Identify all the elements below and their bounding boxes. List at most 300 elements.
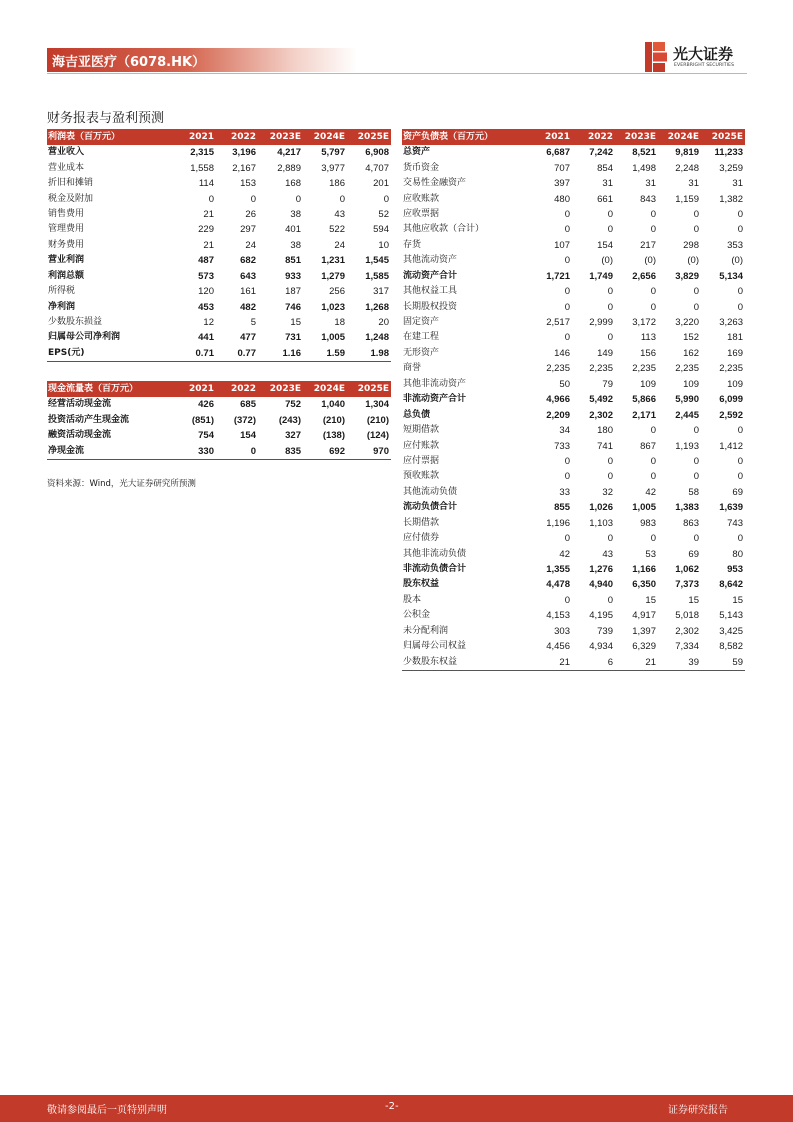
table-row xyxy=(402,639,745,654)
value-cell: 201 xyxy=(373,178,389,190)
value-cell: 107 xyxy=(554,239,570,251)
value-cell: 692 xyxy=(303,443,347,459)
value-cell: 0.77 xyxy=(216,346,258,362)
value-cell: 2,889 xyxy=(277,162,301,174)
value-cell: 0 xyxy=(607,224,613,236)
row-label: 非流动资产合计 xyxy=(403,394,467,405)
row-label: 所得税 xyxy=(48,286,76,297)
row-label: 净现金流 xyxy=(47,443,174,459)
value-cell: 0 xyxy=(607,594,613,606)
value-cell: 0 xyxy=(650,471,656,483)
value-cell: 3,220 xyxy=(675,317,699,329)
value-cell: 161 xyxy=(240,286,256,298)
value-cell: 843 xyxy=(640,193,656,205)
value-cell: 2,315 xyxy=(190,147,214,159)
table-row xyxy=(402,608,745,623)
row-label: 少数股东损益 xyxy=(48,317,103,328)
value-cell: 186 xyxy=(329,178,345,190)
value-cell: 2,517 xyxy=(546,317,570,329)
value-cell: 3,263 xyxy=(719,317,743,329)
value-cell: 1,276 xyxy=(589,564,613,576)
table-row xyxy=(47,330,391,345)
value-cell: 1,545 xyxy=(365,255,389,267)
row-label: 折旧和摊销 xyxy=(48,178,94,189)
balance-sheet-header xyxy=(402,129,745,145)
value-cell: 120 xyxy=(198,286,214,298)
value-cell: 1,558 xyxy=(190,162,214,174)
value-cell: 0 xyxy=(208,193,214,205)
value-cell: 4,478 xyxy=(546,579,570,591)
table-row xyxy=(47,315,391,330)
cashflow-statement-body xyxy=(47,397,391,459)
value-cell: 1,193 xyxy=(675,440,699,452)
row-label: 其他非流动负债 xyxy=(403,548,467,559)
value-cell: 12 xyxy=(203,317,214,329)
value-cell: 168 xyxy=(285,178,301,190)
value-cell: 1,103 xyxy=(589,517,613,529)
value-cell: 5,866 xyxy=(632,394,656,406)
row-label: 总资产 xyxy=(403,147,431,158)
value-cell: 983 xyxy=(640,517,656,529)
value-cell: 6,350 xyxy=(632,579,656,591)
value-cell: 21 xyxy=(203,208,214,220)
value-cell: 0 xyxy=(607,332,613,344)
value-cell: 1,040 xyxy=(321,399,345,411)
value-cell: 1,166 xyxy=(632,564,656,576)
row-label: 归属母公司权益 xyxy=(403,641,467,652)
value-cell: 1,585 xyxy=(365,270,389,282)
row-label: 其他流动资产 xyxy=(403,255,458,266)
table-row xyxy=(402,577,745,592)
row-label: 交易性金融资产 xyxy=(403,178,467,189)
value-cell: 2,235 xyxy=(546,363,570,375)
value-cell: 21 xyxy=(529,654,572,670)
value-cell: 743 xyxy=(727,517,743,529)
value-cell: (372) xyxy=(233,414,256,426)
value-cell: 3,172 xyxy=(632,317,656,329)
value-cell: 113 xyxy=(640,332,656,344)
value-cell: 1,062 xyxy=(675,564,699,576)
table-row xyxy=(47,222,391,237)
value-cell: 5,797 xyxy=(321,147,345,159)
table-row xyxy=(402,562,745,577)
value-cell: (210) xyxy=(366,414,389,426)
year-header-cell: 2023E xyxy=(258,381,303,397)
value-cell: 1,304 xyxy=(365,399,389,411)
table-row xyxy=(402,500,745,515)
table-header-row xyxy=(47,129,391,145)
row-label: 应付债券 xyxy=(403,533,440,544)
value-cell: 0 xyxy=(564,224,570,236)
value-cell: 0 xyxy=(607,533,613,545)
value-cell: 739 xyxy=(597,625,613,637)
table-row xyxy=(402,593,745,608)
table-row xyxy=(402,191,745,206)
value-cell: 317 xyxy=(373,286,389,298)
income-statement-body xyxy=(47,145,391,362)
row-label: 货币资金 xyxy=(403,162,440,173)
row-label: 固定资产 xyxy=(403,317,440,328)
value-cell: 15 xyxy=(732,594,743,606)
row-label: 少数股东权益 xyxy=(402,654,529,670)
value-cell: (210) xyxy=(322,414,345,426)
value-cell: 0 xyxy=(607,286,613,298)
value-cell: 154 xyxy=(597,239,613,251)
value-cell: 10 xyxy=(378,239,389,251)
value-cell: 0 xyxy=(650,533,656,545)
value-cell: 594 xyxy=(373,224,389,236)
value-cell: 3,977 xyxy=(321,162,345,174)
value-cell: (0) xyxy=(644,255,656,267)
table-row xyxy=(402,654,745,670)
cashflow-statement-table xyxy=(47,381,391,460)
value-cell: 0 xyxy=(737,533,743,545)
value-cell: 0 xyxy=(693,208,699,220)
value-cell: 5,143 xyxy=(719,610,743,622)
value-cell: 15 xyxy=(290,317,301,329)
year-header-cell: 2024E xyxy=(303,129,347,145)
value-cell: 1,639 xyxy=(719,502,743,514)
value-cell: 2,235 xyxy=(675,363,699,375)
row-label: 无形资产 xyxy=(403,347,440,358)
section-title: 财务报表与盈利预测 xyxy=(47,111,165,126)
income-statement-header xyxy=(47,129,391,145)
value-cell: 69 xyxy=(688,548,699,560)
value-cell: 0 xyxy=(650,425,656,437)
value-cell: 0 xyxy=(216,443,258,459)
row-label: 在建工程 xyxy=(403,332,440,343)
table-row xyxy=(402,330,745,345)
value-cell: 0 xyxy=(650,208,656,220)
value-cell: 482 xyxy=(240,301,256,313)
value-cell: 733 xyxy=(554,440,570,452)
value-cell: 33 xyxy=(559,486,570,498)
table-row xyxy=(402,469,745,484)
value-cell: 0 xyxy=(564,255,570,267)
row-label: 长期借款 xyxy=(403,517,440,528)
row-label: 应收票据 xyxy=(403,208,440,219)
value-cell: 953 xyxy=(727,564,743,576)
row-label: 经营活动现金流 xyxy=(48,399,112,410)
value-cell: (0) xyxy=(687,255,699,267)
balance-sheet-body xyxy=(402,145,745,670)
table-row xyxy=(402,546,745,561)
value-cell: 854 xyxy=(597,162,613,174)
value-cell: 0 xyxy=(339,193,345,205)
value-cell: 1.59 xyxy=(303,346,347,362)
value-cell: 752 xyxy=(285,399,301,411)
value-cell: 1,005 xyxy=(632,502,656,514)
value-cell: 0 xyxy=(737,455,743,467)
value-cell: 0 xyxy=(564,286,570,298)
table-row xyxy=(402,222,745,237)
table-row xyxy=(402,284,745,299)
value-cell: 453 xyxy=(198,301,214,313)
value-cell: 0 xyxy=(737,471,743,483)
value-cell: 731 xyxy=(285,332,301,344)
value-cell: 0 xyxy=(693,455,699,467)
report-title: 海吉亚医疗（6078.HK） xyxy=(52,55,206,70)
value-cell: 2,302 xyxy=(675,625,699,637)
value-cell: 0.71 xyxy=(174,346,216,362)
row-label: 管理费用 xyxy=(48,224,85,235)
value-cell: 0 xyxy=(650,224,656,236)
value-cell: 6,687 xyxy=(546,147,570,159)
value-cell: 0 xyxy=(607,455,613,467)
value-cell: 5 xyxy=(250,317,256,329)
value-cell: 2,209 xyxy=(546,409,570,421)
value-cell: 2,167 xyxy=(232,162,256,174)
year-header-cell: 2024E xyxy=(658,129,701,145)
value-cell: 4,917 xyxy=(632,610,656,622)
value-cell: 487 xyxy=(198,255,214,267)
value-cell: 0 xyxy=(607,301,613,313)
value-cell: 298 xyxy=(683,239,699,251)
row-label: 未分配利润 xyxy=(403,625,449,636)
table-row xyxy=(47,160,391,175)
value-cell: 43 xyxy=(334,208,345,220)
row-label: 归属母公司净利润 xyxy=(48,332,121,343)
value-cell: 0 xyxy=(564,455,570,467)
value-cell: 1,397 xyxy=(632,625,656,637)
value-cell: 685 xyxy=(240,399,256,411)
value-cell: 4,934 xyxy=(589,641,613,653)
value-cell: 0 xyxy=(295,193,301,205)
value-cell: 7,334 xyxy=(675,641,699,653)
value-cell: 0 xyxy=(650,286,656,298)
table-header-row xyxy=(47,381,391,397)
value-cell: 5,990 xyxy=(675,394,699,406)
company-logo xyxy=(645,40,755,74)
footer-report-type: 证券研究报告 xyxy=(668,1105,728,1116)
row-label: 预收账款 xyxy=(403,471,440,482)
value-cell: 24 xyxy=(334,239,345,251)
value-cell: 58 xyxy=(688,486,699,498)
table-row xyxy=(402,315,745,330)
value-cell: 1,231 xyxy=(321,255,345,267)
value-cell: 24 xyxy=(245,239,256,251)
value-cell: 34 xyxy=(559,425,570,437)
row-label: 商誉 xyxy=(403,363,422,374)
row-label: 应收账款 xyxy=(403,193,440,204)
value-cell: 3,259 xyxy=(719,162,743,174)
value-cell: 2,999 xyxy=(589,317,613,329)
table-title-cell: 资产负债表（百万元） xyxy=(402,129,529,145)
value-cell: 38 xyxy=(290,208,301,220)
value-cell: 1,383 xyxy=(675,502,699,514)
value-cell: 109 xyxy=(683,378,699,390)
value-cell: 0 xyxy=(250,193,256,205)
value-cell: 0 xyxy=(737,208,743,220)
value-cell: 20 xyxy=(378,317,389,329)
value-cell: 50 xyxy=(559,378,570,390)
value-cell: 43 xyxy=(602,548,613,560)
value-cell: 0 xyxy=(693,533,699,545)
value-cell: 180 xyxy=(597,425,613,437)
table-row xyxy=(47,284,391,299)
value-cell: 156 xyxy=(640,347,656,359)
value-cell: 4,966 xyxy=(546,394,570,406)
source-note: 资料来源：Wind，光大证券研究所预测 xyxy=(47,479,196,489)
value-cell: 21 xyxy=(615,654,658,670)
table-row xyxy=(47,443,391,459)
table-row xyxy=(47,269,391,284)
table-header-row xyxy=(402,129,745,145)
table-title-cell: 利润表（百万元） xyxy=(47,129,174,145)
value-cell: 6,908 xyxy=(365,147,389,159)
value-cell: 31 xyxy=(645,178,656,190)
value-cell: 477 xyxy=(240,332,256,344)
value-cell: 1,721 xyxy=(546,270,570,282)
value-cell: 32 xyxy=(602,486,613,498)
cashflow-statement-header xyxy=(47,381,391,397)
table-row xyxy=(402,238,745,253)
value-cell: 153 xyxy=(240,178,256,190)
value-cell: 4,195 xyxy=(589,610,613,622)
value-cell: 0 xyxy=(693,301,699,313)
value-cell: 18 xyxy=(334,317,345,329)
row-label: 流动负债合计 xyxy=(403,502,458,513)
value-cell: 6 xyxy=(572,654,615,670)
value-cell: 0 xyxy=(383,193,389,205)
year-header-cell: 2024E xyxy=(303,381,347,397)
value-cell: 5,134 xyxy=(719,270,743,282)
row-label: 股东权益 xyxy=(403,579,440,590)
header-divider xyxy=(47,73,747,74)
table-row xyxy=(402,269,745,284)
income-statement-table xyxy=(47,129,391,362)
year-header-cell: 2025E xyxy=(701,129,745,145)
value-cell: 1,005 xyxy=(321,332,345,344)
value-cell: 2,235 xyxy=(632,363,656,375)
value-cell: 0 xyxy=(650,455,656,467)
value-cell: (124) xyxy=(366,430,389,442)
value-cell: 573 xyxy=(198,270,214,282)
table-row xyxy=(402,454,745,469)
row-label: 应付账款 xyxy=(403,440,440,451)
logo-text: 光大证券 xyxy=(673,45,734,63)
value-cell: 6,099 xyxy=(719,394,743,406)
table-row xyxy=(402,160,745,175)
year-header-cell: 2021 xyxy=(174,129,216,145)
table-row xyxy=(402,407,745,422)
row-label: 股本 xyxy=(403,594,422,605)
year-header-cell: 2025E xyxy=(347,381,391,397)
value-cell: 0 xyxy=(693,425,699,437)
table-row xyxy=(47,412,391,427)
value-cell: (138) xyxy=(322,430,345,442)
value-cell: (0) xyxy=(601,255,613,267)
value-cell: 69 xyxy=(732,486,743,498)
value-cell: 0 xyxy=(693,471,699,483)
value-cell: 114 xyxy=(198,178,214,190)
value-cell: 4,940 xyxy=(589,579,613,591)
value-cell: 2,235 xyxy=(719,363,743,375)
table-row xyxy=(47,253,391,268)
value-cell: 0 xyxy=(737,425,743,437)
table-row xyxy=(47,176,391,191)
value-cell: 15 xyxy=(688,594,699,606)
table-row xyxy=(402,392,745,407)
value-cell: 682 xyxy=(240,255,256,267)
value-cell: 9,819 xyxy=(675,147,699,159)
table-row xyxy=(47,238,391,253)
value-cell: 0 xyxy=(564,332,570,344)
table-row xyxy=(47,397,391,412)
value-cell: 4,456 xyxy=(546,641,570,653)
value-cell: 746 xyxy=(285,301,301,313)
value-cell: 5,492 xyxy=(589,394,613,406)
table-row xyxy=(402,253,745,268)
value-cell: 7,373 xyxy=(675,579,699,591)
value-cell: 0 xyxy=(564,301,570,313)
value-cell: 835 xyxy=(258,443,303,459)
row-label: 公积金 xyxy=(403,610,431,621)
value-cell: 4,217 xyxy=(277,147,301,159)
row-label: 投资活动产生现金流 xyxy=(48,414,130,425)
value-cell: 2,445 xyxy=(675,409,699,421)
value-cell: 59 xyxy=(701,654,745,670)
value-cell: 303 xyxy=(554,625,570,637)
value-cell: 741 xyxy=(597,440,613,452)
table-row xyxy=(47,207,391,222)
value-cell: 3,425 xyxy=(719,625,743,637)
value-cell: 1,159 xyxy=(675,193,699,205)
row-label: 销售费用 xyxy=(48,208,85,219)
value-cell: 3,829 xyxy=(675,270,699,282)
value-cell: 79 xyxy=(602,378,613,390)
row-label: 利润总额 xyxy=(48,270,85,281)
value-cell: 970 xyxy=(347,443,391,459)
value-cell: 441 xyxy=(198,332,214,344)
value-cell: 480 xyxy=(554,193,570,205)
value-cell: 297 xyxy=(240,224,256,236)
value-cell: 1,355 xyxy=(546,564,570,576)
row-label: 融资活动现金流 xyxy=(48,430,112,441)
value-cell: 0 xyxy=(564,533,570,545)
value-cell: 2,248 xyxy=(675,162,699,174)
value-cell: 42 xyxy=(645,486,656,498)
value-cell: 2,302 xyxy=(589,409,613,421)
everbright-logo-icon xyxy=(645,42,667,72)
balance-sheet-table xyxy=(402,129,745,671)
value-cell: 8,582 xyxy=(719,641,743,653)
value-cell: 109 xyxy=(640,378,656,390)
value-cell: 38 xyxy=(290,239,301,251)
value-cell: 863 xyxy=(683,517,699,529)
value-cell: 256 xyxy=(329,286,345,298)
table-row xyxy=(47,299,391,314)
row-label: 财务费用 xyxy=(48,239,85,250)
value-cell: 31 xyxy=(732,178,743,190)
page-number: -2- xyxy=(385,1101,399,1112)
row-label: 其他权益工具 xyxy=(403,286,458,297)
value-cell: 397 xyxy=(554,178,570,190)
value-cell: 0 xyxy=(693,286,699,298)
value-cell: 1,279 xyxy=(321,270,345,282)
table-row xyxy=(402,531,745,546)
value-cell: 1,248 xyxy=(365,332,389,344)
value-cell: 1,268 xyxy=(365,301,389,313)
value-cell: 1,498 xyxy=(632,162,656,174)
value-cell: 754 xyxy=(198,430,214,442)
row-label: 非流动负债合计 xyxy=(403,564,467,575)
row-label: 流动资产合计 xyxy=(403,270,458,281)
value-cell: 162 xyxy=(683,347,699,359)
row-label: 短期借款 xyxy=(403,425,440,436)
row-label: 净利润 xyxy=(48,301,76,312)
value-cell: (851) xyxy=(191,414,214,426)
